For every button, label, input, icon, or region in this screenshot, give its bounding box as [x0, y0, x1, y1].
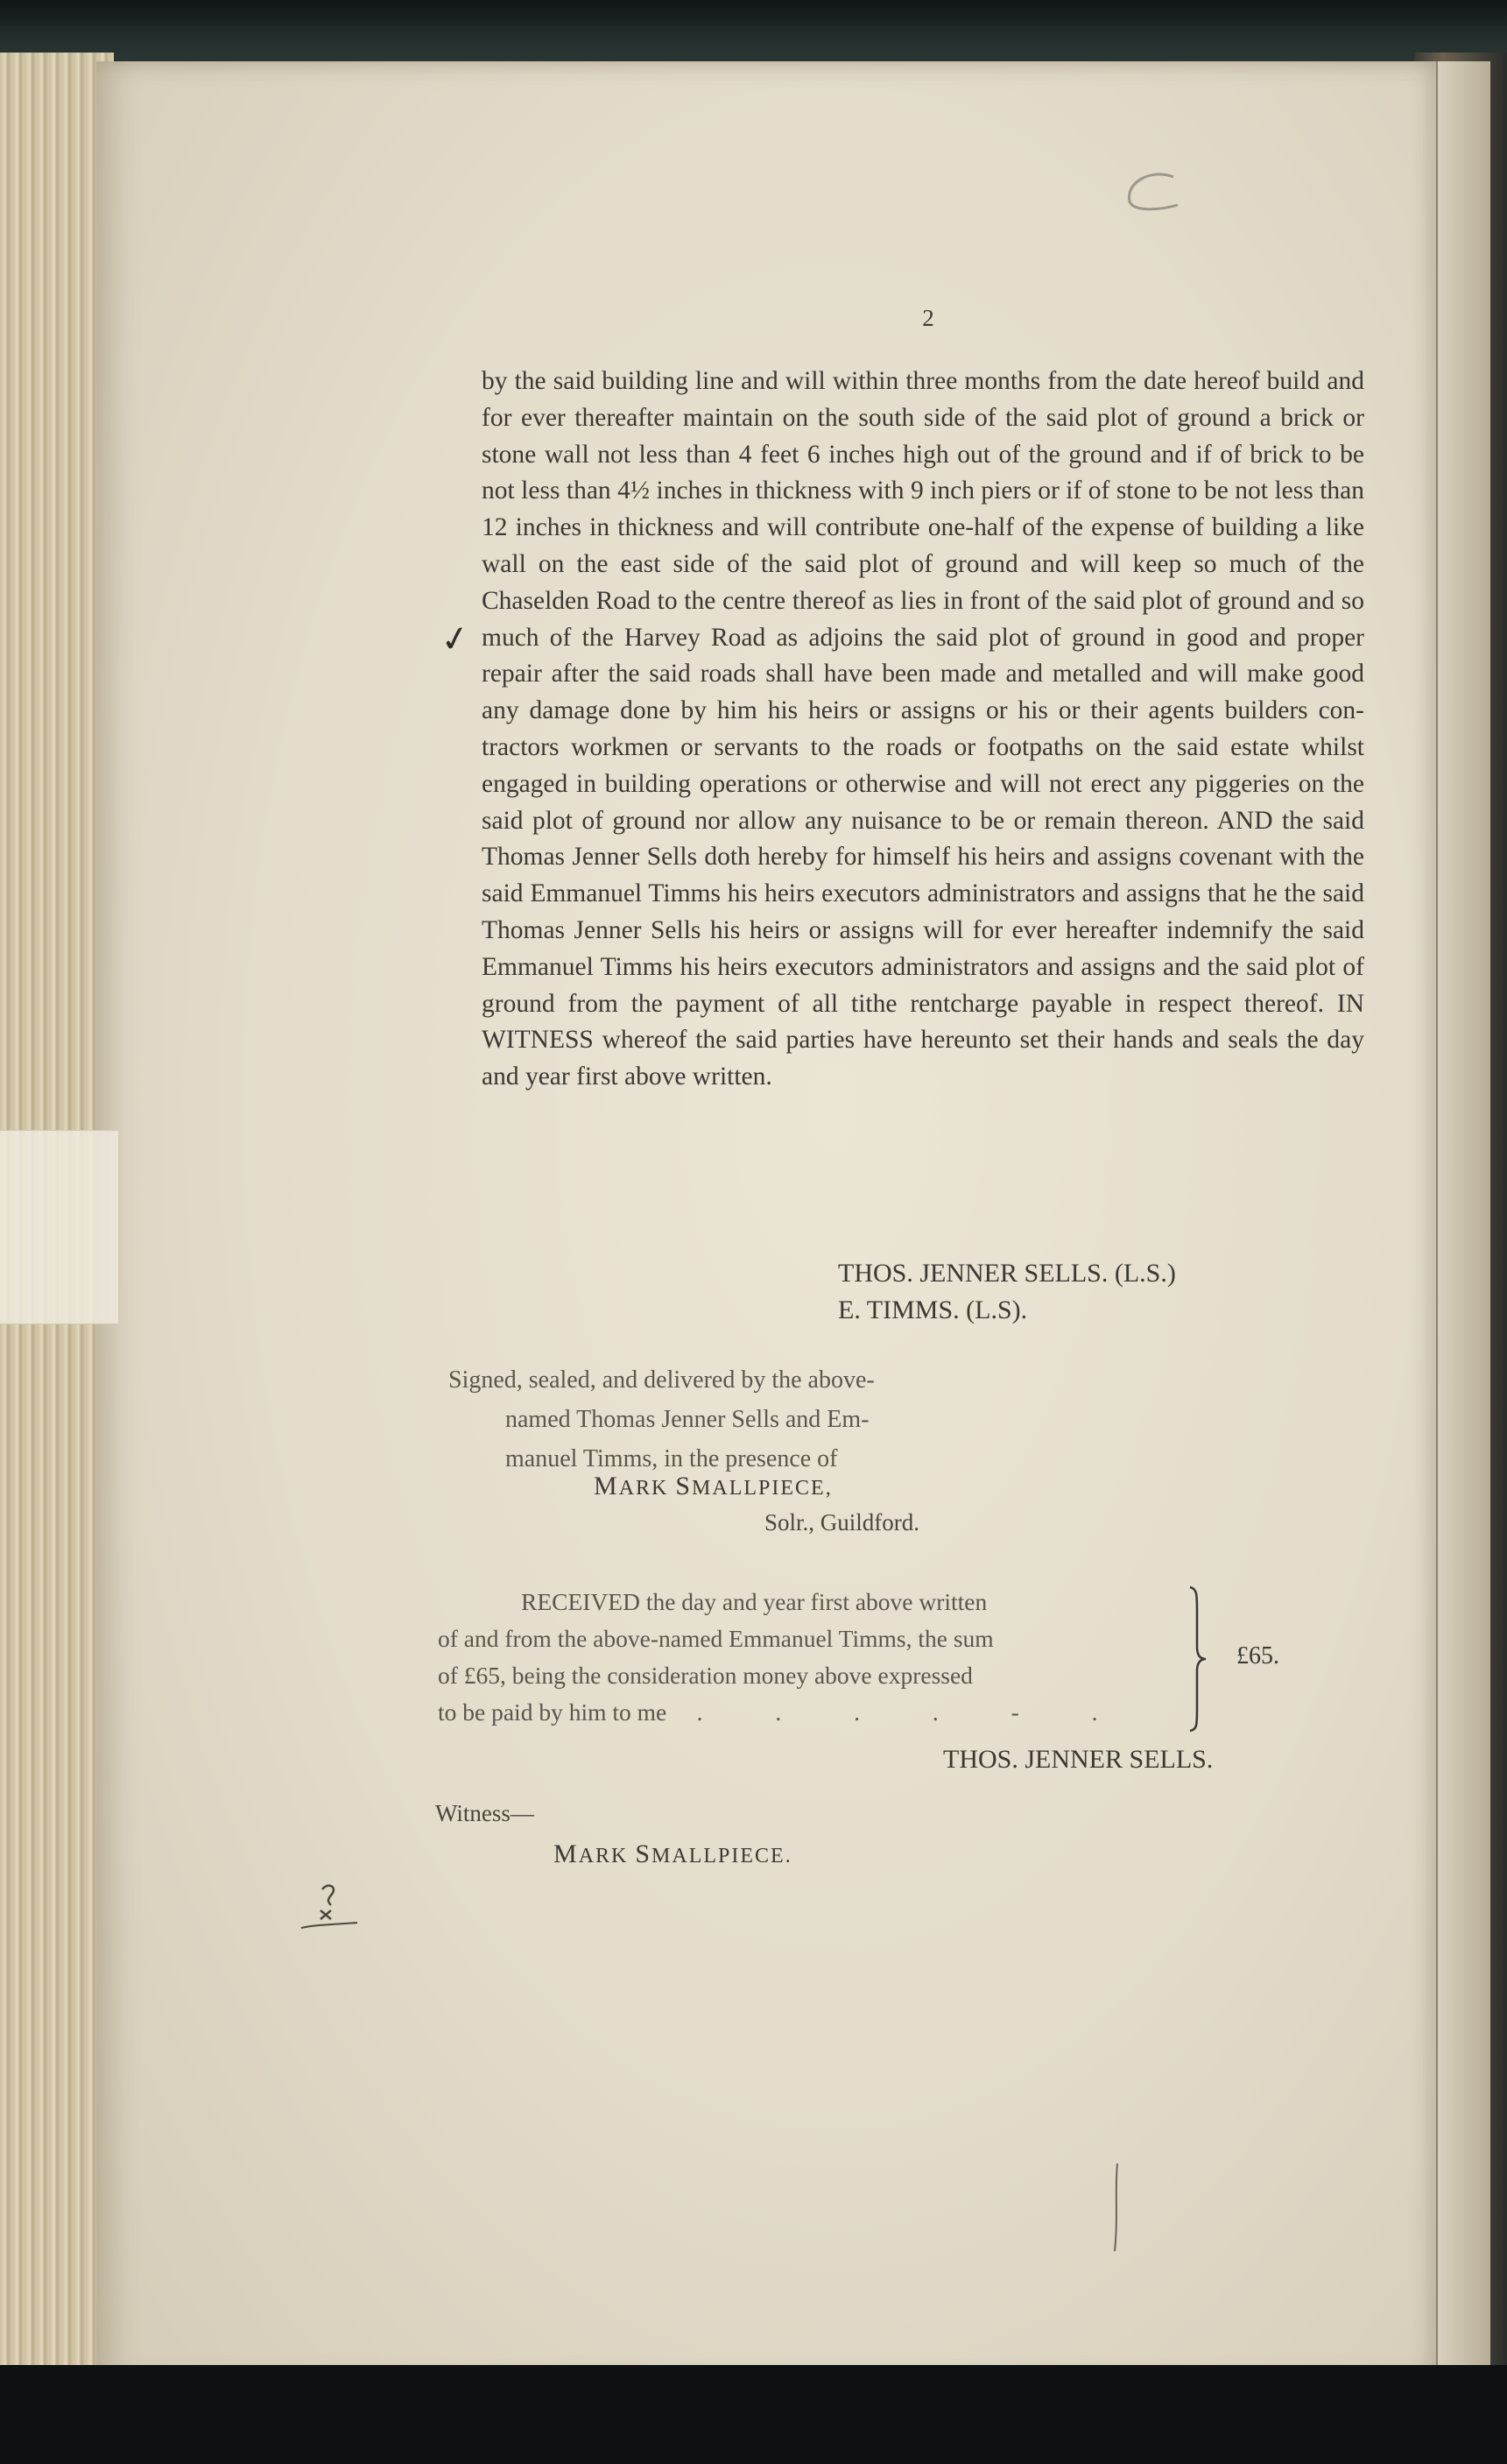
curly-brace-icon [1187, 1585, 1208, 1733]
attesting-witness-place: Solr., Guildford. [764, 1509, 920, 1536]
book-cover-bottom [0, 2365, 1507, 2464]
pencil-mark-icon [1112, 166, 1191, 219]
buyer-signature: E. TIMMS. (L.S). [838, 1296, 1028, 1324]
receipt-line-1: RECEIVED the day and year first above written [521, 1588, 988, 1615]
ink-stroke-icon [1112, 2164, 1121, 2251]
facing-page-edge [1436, 61, 1490, 2374]
repair-tape [0, 1130, 118, 1324]
attestation-clause [448, 1360, 1009, 1479]
pencil-annotation-icon [296, 1870, 366, 1940]
attestation-line-2: named Thomas Jenner Sells and Em- [505, 1406, 870, 1433]
deed-body-text: by the said building line and will within three months from the date hereof build and for ever thereafter maintain on the south side of the said plot of ground a brick or stone wall not less than 4 feet 6 inches high out of the ground and if of brick to be not less than 4½ inches in thickness with 9 inch piers or if of stone to be not less than 12 inches in thickness and will contribute one-half of the expense of building a like wall on the east side of the said plot of ground and will keep so much of the Chaselden Road to the centre thereof as lies in front of the said plot of ground and so much of the Harvey Road as adjoins the said plot of ground in good and proper repair after the said roads shall have been made and metalled and will make good any damage done by him his heirs or assigns or his or their agents builders contractors workmen or servants to the roads or footpaths on the said estate whilst engaged in building operations or otherwise and will not erect any piggeries on the said plot of ground nor allow any nuisance to be or remain thereon. AND the said Thomas Jenner Sells doth hereby for himself his heirs and assigns covenant with the said Emmanuel Timms his heirs executors administrators and assigns that he the said Thomas Jenner Sells his heirs or assigns will for ever hereafter indemnify the said Emmanuel Timms his heirs executors administrators and assigns and the said plot of ground from the payment of all tithe rentcharge payable in respect thereof. IN WITNESS whereof the said parties have hereunto set their hands and seals the day and year first above written. [482, 367, 1364, 1091]
margin-check-mark: ✓ [437, 617, 474, 661]
receipt-signature: THOS. JENNER SELLS. [943, 1745, 1214, 1774]
book-cover-top [0, 0, 1507, 66]
receipt-line-3: of £65, being the consideration money above expressed [438, 1662, 973, 1689]
attestation-line-1: Signed, sealed, and delivered by the above- [448, 1366, 875, 1394]
receipt-witness-name: MARK SMALLPIECE. [553, 1839, 792, 1868]
witness-label: Witness— [435, 1800, 534, 1826]
signature-block [838, 1255, 1176, 1329]
receipt-clause [438, 1584, 1149, 1731]
attesting-witness-name: MARK SMALLPIECE, [594, 1472, 833, 1500]
receipt-line-2: of and from the above-named Emmanuel Timms, the sum [438, 1625, 994, 1652]
receipt-line-4: to be paid by him to me . . . . - . [438, 1698, 1131, 1726]
receipt-amount: £65. [1236, 1642, 1279, 1670]
seller-signature: THOS. JENNER SELLS. (L.S.) [838, 1259, 1176, 1288]
attestation-line-3: manuel Timms, in the presence of [505, 1445, 838, 1472]
page-number: 2 [922, 305, 934, 331]
